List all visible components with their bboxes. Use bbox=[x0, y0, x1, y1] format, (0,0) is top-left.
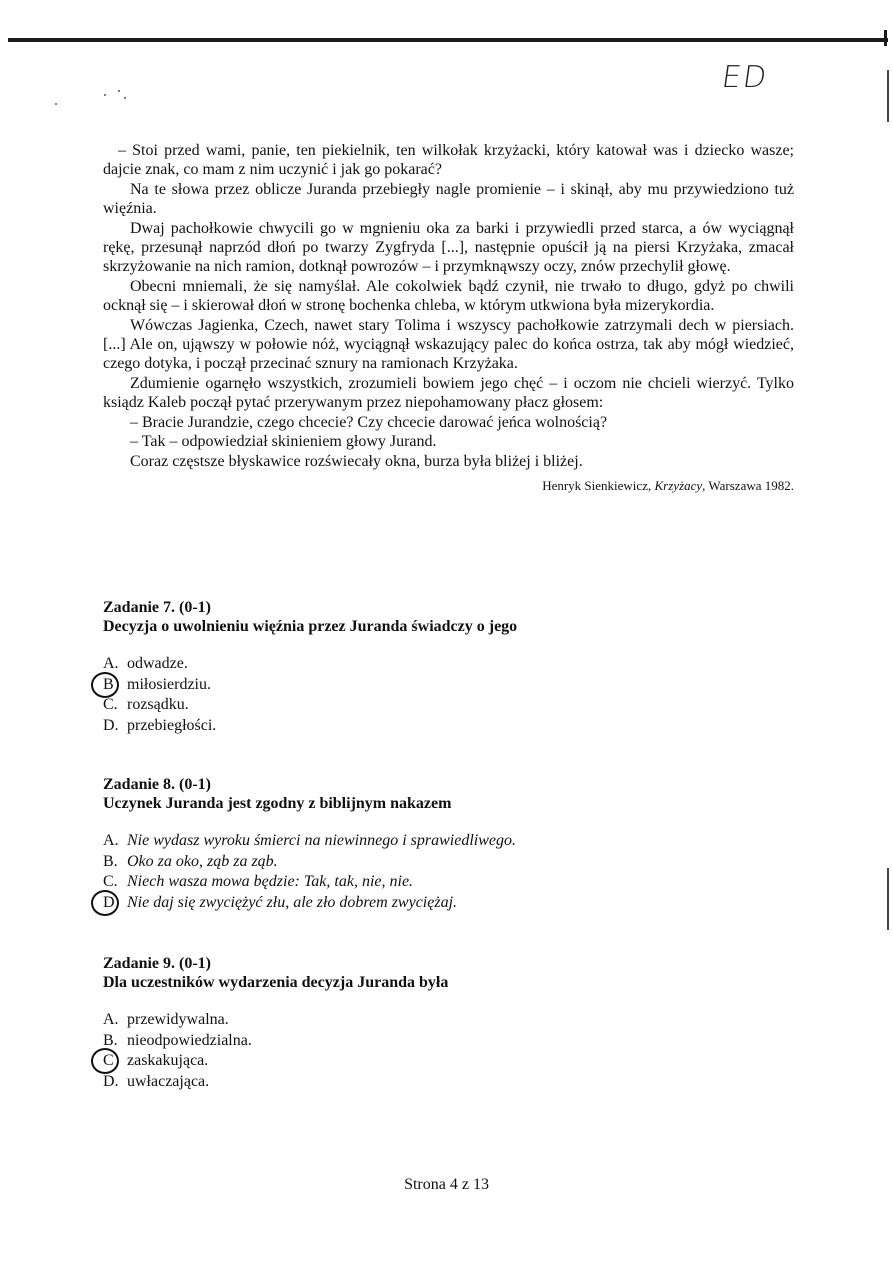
option-a[interactable] bbox=[103, 831, 803, 852]
scan-edge-mark bbox=[887, 868, 889, 930]
option-c-selected[interactable] bbox=[103, 1051, 803, 1072]
task-question: Dla uczestników wydarzenia decyzja Juranda była bbox=[103, 974, 449, 991]
answer-options bbox=[103, 1010, 803, 1092]
literary-passage bbox=[103, 141, 794, 495]
option-letter: C bbox=[103, 1052, 114, 1069]
option-text: Nie daj się zwyciężyć złu, ale zło dobrem zwyciężaj. bbox=[127, 893, 458, 911]
option-text: odwadze. bbox=[127, 655, 188, 672]
option-letter: D bbox=[103, 893, 115, 911]
option-a[interactable] bbox=[103, 654, 803, 675]
task-question: Uczynek Juranda jest zgodny z biblijnym nakazem bbox=[103, 795, 452, 812]
option-text: Niech wasza mowa będzie: Tak, tak, nie, nie. bbox=[127, 873, 414, 890]
scan-speck bbox=[124, 97, 126, 99]
option-letter: A. bbox=[103, 832, 119, 849]
citation-rest: , Warszawa 1982. bbox=[702, 477, 794, 493]
option-b[interactable] bbox=[103, 852, 803, 873]
option-text: Nie wydasz wyroku śmierci na niewinnego i sprawiedliwego. bbox=[127, 832, 517, 849]
task-title: Zadanie 8. (0-1) bbox=[103, 776, 211, 793]
option-letter: B. bbox=[103, 1031, 118, 1049]
answer-options bbox=[103, 831, 803, 913]
option-letter: C. bbox=[103, 873, 118, 890]
passage-paragraph: Coraz częstsze błyskawice rozświecały okna, burza była bliżej i bliżej. bbox=[130, 452, 583, 470]
option-letter: C. bbox=[103, 696, 118, 713]
task-7 bbox=[103, 598, 803, 736]
answer-options bbox=[103, 654, 803, 736]
option-letter: B bbox=[103, 675, 114, 693]
passage-paragraph: – Tak – odpowiedział skinieniem głowy Jurand. bbox=[130, 433, 437, 451]
header-rule bbox=[8, 38, 888, 42]
citation bbox=[103, 476, 794, 495]
passage-paragraph: – Stoi przed wami, panie, ten piekielnik, ten wilkołak krzyżacki, który katował was i dziecko wasze; dajcie znak, co mam z nim uczynić i jak go pokarać? bbox=[103, 142, 794, 179]
option-c[interactable] bbox=[103, 695, 803, 716]
selected-answer-circle bbox=[91, 1048, 119, 1074]
option-text: miłosierdziu. bbox=[127, 675, 211, 693]
task-title: Zadanie 7. (0-1) bbox=[103, 599, 211, 616]
option-d[interactable] bbox=[103, 1072, 803, 1093]
citation-title: Krzyżacy bbox=[654, 477, 703, 493]
passage-paragraph: Zdumienie ogarnęło wszystkich, zrozumieli bowiem jego chęć – i oczom nie chcieli wierzyć. Tylko ksiądz Kaleb począł pytać przerywanym przez niepohamowany płacz głosem: bbox=[103, 374, 794, 412]
task-title: Zadanie 9. (0-1) bbox=[103, 955, 211, 972]
option-letter: A. bbox=[103, 1011, 119, 1028]
option-d[interactable] bbox=[103, 716, 803, 737]
selected-answer-circle bbox=[91, 672, 119, 698]
page-number: Strona 4 z 13 bbox=[404, 1176, 489, 1193]
option-text: uwłaczająca. bbox=[127, 1072, 210, 1090]
scan-speck bbox=[55, 103, 57, 105]
header-rule-corner bbox=[884, 30, 887, 46]
task-9 bbox=[103, 954, 803, 1092]
scan-edge-mark bbox=[887, 70, 889, 122]
option-letter: A. bbox=[103, 655, 119, 672]
option-text: zaskakująca. bbox=[127, 1052, 209, 1069]
option-text: rozsądku. bbox=[127, 696, 189, 713]
option-a[interactable] bbox=[103, 1010, 803, 1031]
passage-paragraph: Obecni mniemali, że się namyślał. Ale cokolwiek bądź czynił, nie trwało to długo, gdyż po chwili ocknął się – i skierował dłoń w stronę bochenka chleba, w którym utkwiona była mizerykordia. bbox=[103, 277, 794, 315]
task-8 bbox=[103, 775, 803, 913]
passage-paragraph: Dwaj pachołkowie chwycili go w mgnieniu oka za barki i przywiedli przed starca, a ów wyciągnął rękę, przesunął naprzód dłoń po twarzy Zygfryda [...], następnie opuścił ją na piersi Krzyżaka, zmacał skrzyżowanie na nich ramion, dotknął powrozów – i przymknąwszy oczy, znów przechylił głowę. bbox=[103, 219, 794, 276]
citation-author: Henryk Sienkiewicz, bbox=[542, 477, 655, 493]
option-text: nieodpowiedzialna. bbox=[127, 1031, 252, 1049]
passage-paragraph: – Bracie Jurandzie, czego chcecie? Czy chcecie darować jeńca wolnością? bbox=[130, 413, 608, 431]
option-b[interactable] bbox=[103, 1031, 803, 1052]
option-letter: D. bbox=[103, 716, 119, 734]
option-b-selected[interactable] bbox=[103, 675, 803, 696]
scan-speck bbox=[118, 90, 120, 92]
selected-answer-circle bbox=[91, 890, 119, 916]
option-letter: D. bbox=[103, 1072, 119, 1090]
option-text: przebiegłości. bbox=[127, 716, 217, 734]
option-c[interactable] bbox=[103, 872, 803, 893]
passage-paragraph: Wówczas Jagienka, Czech, nawet stary Tolima i wszyscy pachołkowie zatrzymali dech w piersiach. [...] Ale on, ująwszy w połowie nóż, wyciągnął wskazujący palec do końca ostrza, tak aby mógł wiedzieć, czego dotyka, i począł przecinać sznury na ramionach Krzyżaka. bbox=[103, 316, 794, 373]
handwritten-code: ED bbox=[719, 60, 771, 95]
option-text: Oko za oko, ząb za ząb. bbox=[127, 852, 278, 870]
passage-paragraph: Na te słowa przez oblicze Juranda przebiegły nagle promienie – i skinął, aby mu przywiedziono tuż więźnia. bbox=[103, 180, 794, 218]
scan-speck bbox=[104, 94, 106, 96]
option-text: przewidywalna. bbox=[127, 1011, 229, 1028]
option-d-selected[interactable] bbox=[103, 893, 803, 914]
task-question: Decyzja o uwolnieniu więźnia przez Juranda świadczy o jego bbox=[103, 618, 518, 635]
option-letter: B. bbox=[103, 852, 118, 870]
